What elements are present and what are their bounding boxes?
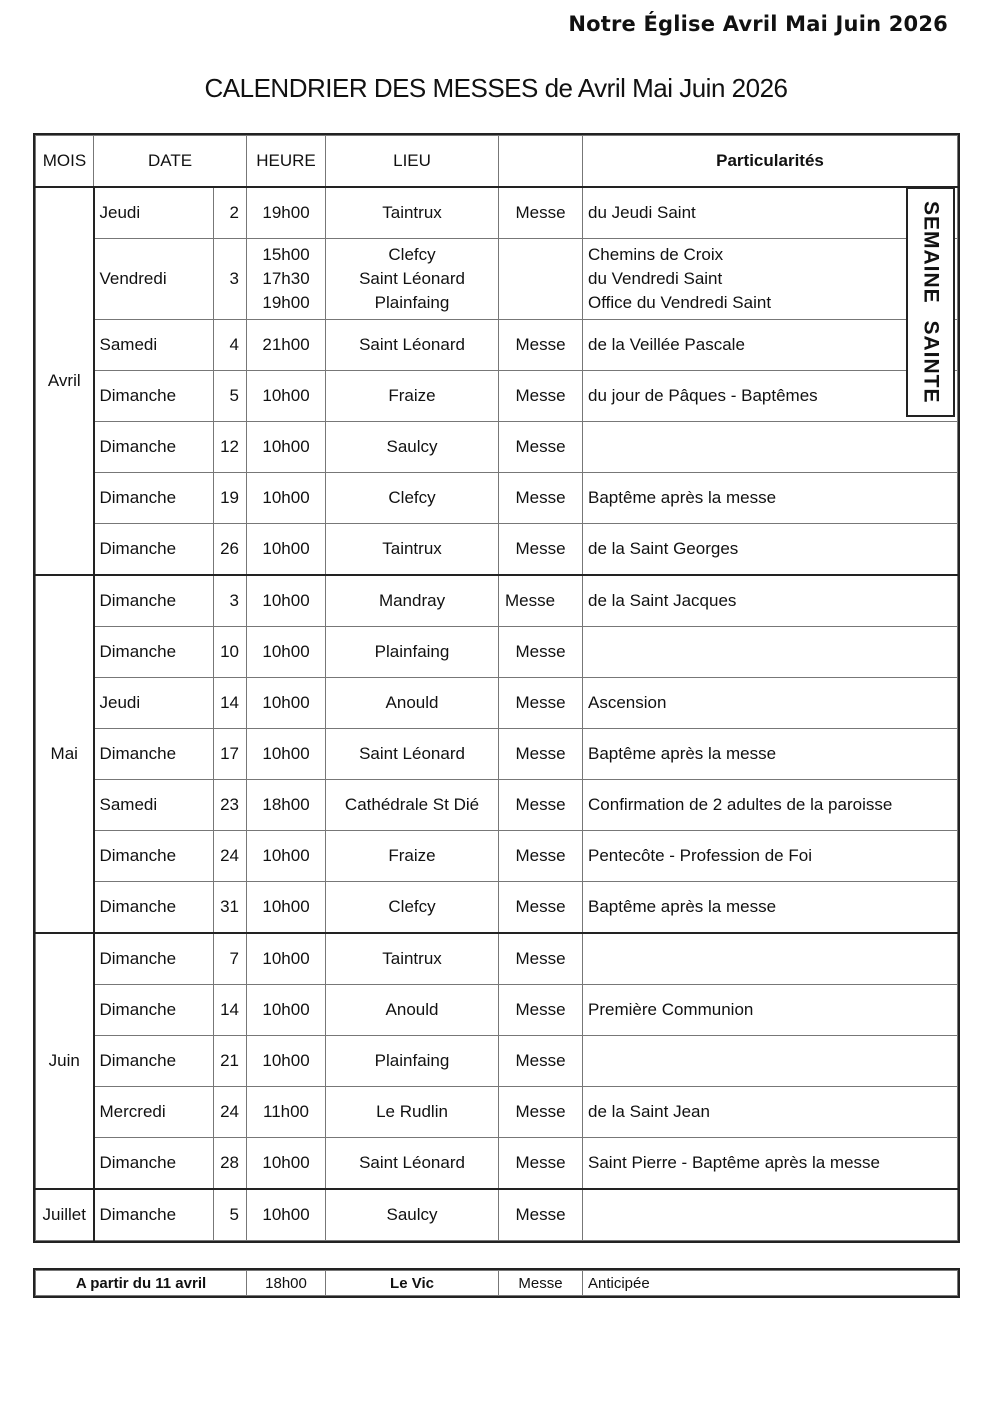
type-cell: Messe	[499, 1087, 583, 1138]
particularites-cell	[583, 985, 958, 1036]
particularites-cell	[583, 882, 958, 934]
day-number-cell: 21	[214, 1036, 247, 1087]
day-number-cell: 5	[214, 1189, 247, 1241]
particularites-cell-line: de la Saint Jacques	[588, 591, 737, 610]
time-cell	[247, 985, 326, 1036]
table-row	[36, 187, 958, 239]
day-number-cell: 4	[214, 320, 247, 371]
particularites-cell	[583, 729, 958, 780]
particularites-cell	[583, 1189, 958, 1241]
time-cell	[247, 1189, 326, 1241]
type-cell: Messe	[499, 422, 583, 473]
day-name-cell: Dimanche	[94, 524, 214, 576]
column-header-heure: HEURE	[247, 136, 326, 188]
particularites-cell	[583, 831, 958, 882]
time-cell	[247, 729, 326, 780]
day-name-cell: Samedi	[94, 320, 214, 371]
footer-particularites: Anticipée	[583, 1271, 958, 1296]
particularites-cell-line: Baptême après la messe	[588, 744, 777, 763]
time-cell	[247, 239, 326, 320]
header-title: Notre Église Avril Mai Juin 2026	[568, 12, 948, 36]
location-cell	[326, 627, 499, 678]
day-name-cell: Samedi	[94, 780, 214, 831]
table-row	[36, 678, 958, 729]
particularites-cell-line: du jour de Pâques - Baptêmes	[588, 386, 818, 405]
particularites-cell-line: Pentecôte - Profession de Foi	[588, 846, 812, 865]
time-cell	[247, 1036, 326, 1087]
particularites-cell	[583, 239, 958, 320]
particularites-cell	[583, 473, 958, 524]
particularites-cell-line: de la Saint Jean	[588, 1102, 710, 1121]
day-name-cell: Jeudi	[94, 187, 214, 239]
semaine-sainte-label: SEMAINE SAINTE	[919, 200, 943, 404]
table-row	[36, 575, 958, 627]
day-name-cell: Dimanche	[94, 933, 214, 985]
table-row	[36, 524, 958, 576]
day-number-cell: 12	[214, 422, 247, 473]
location-cell	[326, 678, 499, 729]
time-cell-line: 15h00	[262, 245, 310, 264]
time-cell-line: 10h00	[262, 949, 310, 968]
time-cell	[247, 371, 326, 422]
location-cell-line: Clefcy	[388, 897, 436, 916]
day-number-cell: 31	[214, 882, 247, 934]
type-cell: Messe	[499, 933, 583, 985]
particularites-cell-line: du Jeudi Saint	[588, 203, 696, 222]
particularites-cell-line: de la Veillée Pascale	[588, 335, 745, 354]
day-name-cell: Dimanche	[94, 473, 214, 524]
location-cell	[326, 524, 499, 576]
time-cell-line: 10h00	[262, 1051, 310, 1070]
particularites-cell	[583, 1036, 958, 1087]
time-cell	[247, 678, 326, 729]
location-cell	[326, 239, 499, 320]
location-cell-line: Cathédrale St Dié	[344, 795, 480, 814]
location-cell-line: Saint Léonard	[359, 335, 465, 354]
day-name-cell: Dimanche	[94, 831, 214, 882]
table-row	[36, 1036, 958, 1087]
particularites-cell-line: Baptême après la messe	[588, 897, 777, 916]
particularites-cell-line: de la Saint Georges	[588, 539, 739, 558]
footer-type: Messe	[499, 1271, 583, 1296]
location-cell-line: Clefcy	[388, 488, 436, 507]
time-cell	[247, 524, 326, 576]
particularites-cell-line: Office du Vendredi Saint	[588, 293, 772, 312]
time-cell-line: 10h00	[262, 642, 310, 661]
day-number-cell: 17	[214, 729, 247, 780]
time-cell-line: 10h00	[262, 897, 310, 916]
time-cell	[247, 780, 326, 831]
type-cell: Messe	[499, 1189, 583, 1241]
particularites-cell-line: Ascension	[588, 693, 667, 712]
table-row	[36, 933, 958, 985]
particularites-cell	[583, 187, 958, 239]
type-cell: Messe	[499, 780, 583, 831]
time-cell	[247, 422, 326, 473]
day-number-cell: 7	[214, 933, 247, 985]
document-title: CALENDRIER DES MESSES de Avril Mai Juin 2026	[204, 73, 788, 103]
location-cell-line: Anould	[385, 693, 439, 712]
day-number-cell: 19	[214, 473, 247, 524]
location-cell-line: Plainfaing	[374, 1051, 450, 1070]
type-cell: Messe	[499, 627, 583, 678]
particularites-cell	[583, 933, 958, 985]
location-cell	[326, 1189, 499, 1241]
location-cell	[326, 320, 499, 371]
time-cell-line: 10h00	[262, 1000, 310, 1019]
table-header-row	[36, 136, 958, 188]
location-cell-line: Saint Léonard	[359, 744, 465, 763]
day-number-cell: 14	[214, 985, 247, 1036]
month-cell: Juin	[36, 933, 94, 1189]
day-name-cell: Dimanche	[94, 575, 214, 627]
location-cell-line: Saulcy	[386, 437, 438, 456]
time-cell	[247, 473, 326, 524]
location-cell-line: Saulcy	[386, 1205, 438, 1224]
day-number-cell: 14	[214, 678, 247, 729]
day-name-cell: Dimanche	[94, 1189, 214, 1241]
type-cell: Messe	[499, 729, 583, 780]
location-cell	[326, 422, 499, 473]
time-cell	[247, 882, 326, 934]
particularites-cell	[583, 678, 958, 729]
particularites-cell	[583, 371, 958, 422]
type-cell: Messe	[499, 187, 583, 239]
column-header-lieu: LIEU	[326, 136, 499, 188]
time-cell-line: 21h00	[262, 335, 310, 354]
location-cell-line: Taintrux	[382, 539, 442, 558]
location-cell-line: Taintrux	[382, 949, 442, 968]
anticipated-mass-row	[36, 1271, 958, 1296]
time-cell	[247, 933, 326, 985]
location-cell-line: Le Rudlin	[376, 1102, 448, 1121]
particularites-cell-line: Saint Pierre - Baptême après la messe	[588, 1153, 880, 1172]
type-cell	[499, 239, 583, 320]
location-cell	[326, 933, 499, 985]
table-row	[36, 831, 958, 882]
table-row	[36, 422, 958, 473]
type-cell: Messe	[499, 524, 583, 576]
day-name-cell: Dimanche	[94, 729, 214, 780]
day-number-cell: 24	[214, 831, 247, 882]
location-cell-line: Mandray	[378, 591, 446, 610]
time-cell-line: 10h00	[262, 437, 310, 456]
type-cell: Messe	[499, 1138, 583, 1190]
column-header-type	[499, 136, 583, 188]
location-cell	[326, 187, 499, 239]
location-cell-line: Fraize	[388, 846, 436, 865]
type-cell: Messe	[499, 1036, 583, 1087]
table-row	[36, 780, 958, 831]
time-cell-line: 17h30	[262, 269, 310, 288]
time-cell-line: 10h00	[262, 539, 310, 558]
time-cell	[247, 831, 326, 882]
type-cell: Messe	[499, 320, 583, 371]
location-cell	[326, 1036, 499, 1087]
time-cell-line: 11h00	[263, 1102, 310, 1121]
location-cell	[326, 575, 499, 627]
particularites-cell-line: Première Communion	[588, 1000, 754, 1019]
location-cell	[326, 985, 499, 1036]
day-name-cell: Dimanche	[94, 1138, 214, 1190]
time-cell-line: 10h00	[262, 846, 310, 865]
day-name-cell: Dimanche	[94, 371, 214, 422]
time-cell-line: 10h00	[262, 488, 310, 507]
particularites-cell	[583, 575, 958, 627]
location-cell-line: Plainfaing	[374, 642, 450, 661]
location-cell	[326, 473, 499, 524]
footer-date: A partir du 11 avril	[36, 1271, 247, 1296]
column-header-mois: MOIS	[36, 136, 94, 188]
table-body	[36, 187, 958, 1241]
location-cell	[326, 882, 499, 934]
type-cell: Messe	[499, 678, 583, 729]
time-cell-line: 10h00	[262, 693, 310, 712]
location-cell	[326, 371, 499, 422]
footer-lieu: Le Vic	[326, 1271, 499, 1296]
table-row	[36, 627, 958, 678]
column-header-particularites: Particularités	[583, 136, 958, 188]
particularites-cell	[583, 627, 958, 678]
day-number-cell: 5	[214, 371, 247, 422]
day-name-cell: Dimanche	[94, 985, 214, 1036]
table-row	[36, 239, 958, 320]
table-row	[36, 1087, 958, 1138]
day-name-cell: Jeudi	[94, 678, 214, 729]
particularites-cell-line: Baptême après la messe	[588, 488, 777, 507]
time-cell	[247, 627, 326, 678]
day-number-cell: 3	[214, 239, 247, 320]
particularites-cell	[583, 1138, 958, 1190]
location-cell-line: Saint Léonard	[359, 1153, 465, 1172]
location-cell-line: Fraize	[388, 386, 436, 405]
time-cell-line: 10h00	[262, 1205, 310, 1224]
footer-heure: 18h00	[247, 1271, 326, 1296]
type-cell: Messe	[499, 371, 583, 422]
table-row	[36, 371, 958, 422]
day-number-cell: 26	[214, 524, 247, 576]
type-cell: Messe	[499, 882, 583, 934]
particularites-cell-line: Chemins de Croix	[588, 245, 724, 264]
month-cell: Mai	[36, 575, 94, 933]
particularites-cell	[583, 780, 958, 831]
mass-calendar-table	[35, 135, 958, 1241]
location-cell	[326, 1138, 499, 1190]
time-cell	[247, 320, 326, 371]
day-number-cell: 3	[214, 575, 247, 627]
location-cell-line: Saint Léonard	[359, 269, 465, 288]
day-number-cell: 23	[214, 780, 247, 831]
day-name-cell: Dimanche	[94, 1036, 214, 1087]
particularites-cell	[583, 1087, 958, 1138]
table-row	[36, 1189, 958, 1241]
time-cell-line: 10h00	[262, 1153, 310, 1172]
particularites-cell	[583, 320, 958, 371]
time-cell-line: 10h00	[262, 744, 310, 763]
day-name-cell: Mercredi	[94, 1087, 214, 1138]
day-name-cell: Dimanche	[94, 882, 214, 934]
day-number-cell: 28	[214, 1138, 247, 1190]
particularites-cell-line: du Vendredi Saint	[588, 269, 723, 288]
month-cell: Juillet	[36, 1189, 94, 1241]
table-row	[36, 320, 958, 371]
time-cell-line: 10h00	[262, 386, 310, 405]
particularites-cell	[583, 524, 958, 576]
table-row	[36, 882, 958, 934]
column-header-date: DATE	[94, 136, 247, 188]
day-name-cell: Vendredi	[94, 239, 214, 320]
day-number-cell: 10	[214, 627, 247, 678]
day-number-cell: 2	[214, 187, 247, 239]
time-cell	[247, 187, 326, 239]
time-cell-line: 19h00	[262, 203, 310, 222]
type-cell: Messe	[499, 985, 583, 1036]
location-cell	[326, 780, 499, 831]
particularites-cell	[583, 422, 958, 473]
location-cell	[326, 729, 499, 780]
day-number-cell: 24	[214, 1087, 247, 1138]
anticipated-mass-table	[35, 1270, 958, 1296]
location-cell-line: Anould	[385, 1000, 439, 1019]
location-cell-line: Plainfaing	[374, 293, 450, 312]
time-cell	[247, 1138, 326, 1190]
time-cell-line: 19h00	[262, 293, 310, 312]
location-cell-line: Clefcy	[388, 245, 436, 264]
particularites-cell-line: Confirmation de 2 adultes de la paroisse	[588, 795, 893, 814]
table-row	[36, 473, 958, 524]
table-row	[36, 1138, 958, 1190]
location-cell	[326, 831, 499, 882]
type-cell: Messe	[499, 831, 583, 882]
time-cell	[247, 1087, 326, 1138]
table-row	[36, 729, 958, 780]
semaine-sainte-box	[906, 187, 955, 417]
day-name-cell: Dimanche	[94, 422, 214, 473]
table-row	[36, 985, 958, 1036]
time-cell-line: 18h00	[262, 795, 310, 814]
day-name-cell: Dimanche	[94, 627, 214, 678]
time-cell-line: 10h00	[262, 591, 310, 610]
month-cell: Avril	[36, 187, 94, 575]
type-cell: Messe	[499, 575, 583, 627]
type-cell: Messe	[499, 473, 583, 524]
location-cell	[326, 1087, 499, 1138]
time-cell	[247, 575, 326, 627]
location-cell-line: Taintrux	[382, 203, 442, 222]
